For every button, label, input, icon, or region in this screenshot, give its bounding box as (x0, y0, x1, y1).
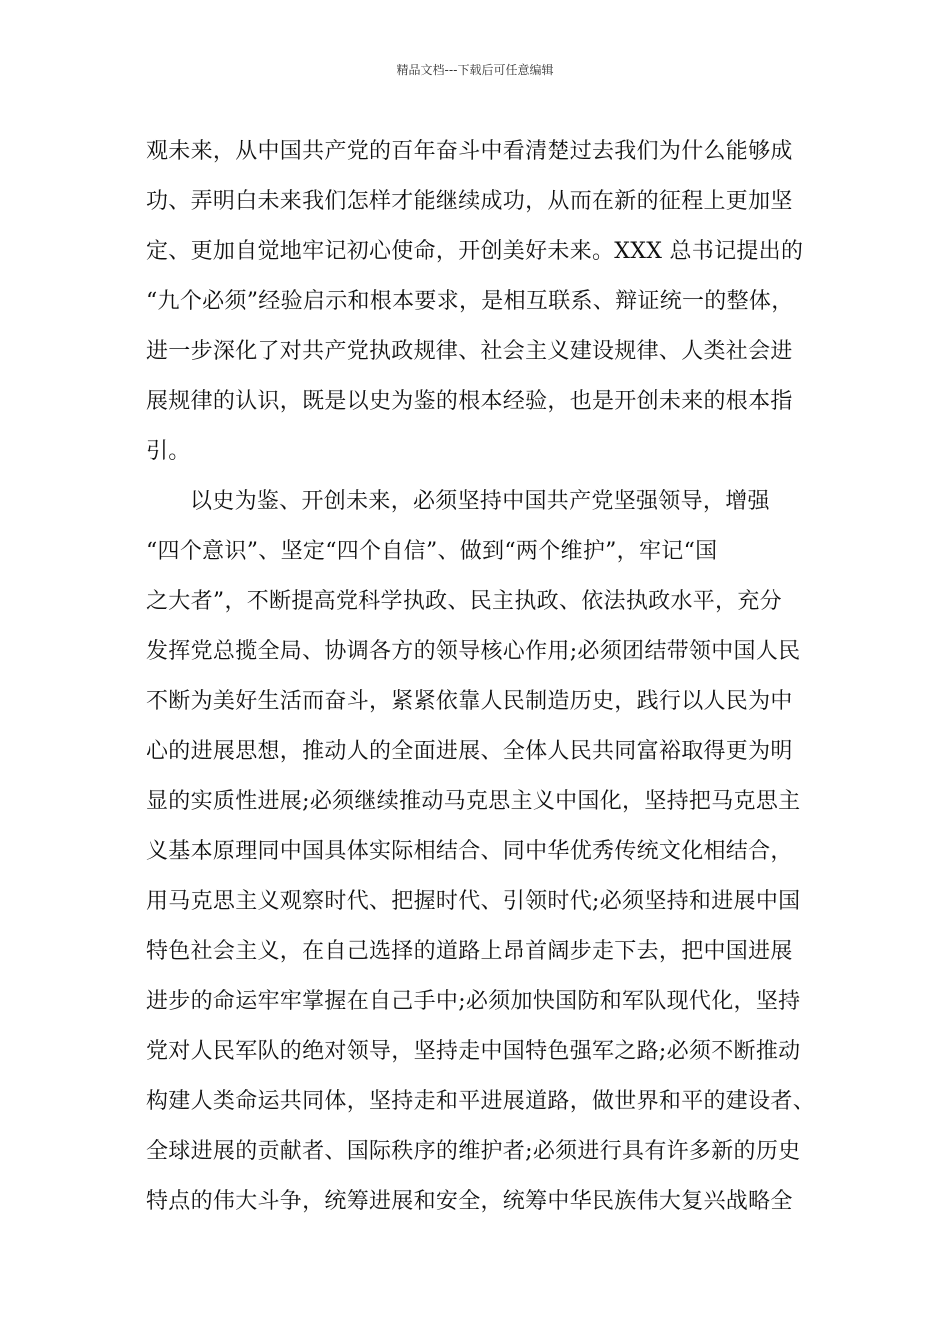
text-line: 进一步深化了对共产党执政规律、社会主义建设规律、人类社会进 (146, 339, 793, 364)
page-header: 精品文档---下载后可任意编辑 (396, 63, 554, 77)
text-line: “九个必须”经验启示和根本要求，是相互联系、辩证统一的整体， (146, 289, 794, 314)
paragraph-first-line: 以史为鉴、开创未来，必须坚持中国共产党坚强领导，增强 (190, 489, 770, 514)
text-line: 定、更加自觉地牢记初心使命，开创美好未来。XXX 总书记提出的 (146, 239, 804, 264)
text-line: 全球进展的贡献者、国际秩序的维护者;必须进行具有许多新的历史 (146, 1139, 801, 1164)
text-line: 不断为美好生活而奋斗，紧紧依靠人民制造历史，践行以人民为中 (146, 689, 793, 714)
text-line: “四个意识”、坚定“四个自信”、做到“两个维护”，牢记“国 (146, 539, 718, 564)
text-line: 展规律的认识，既是以史为鉴的根本经验，也是开创未来的根本指 (146, 389, 793, 414)
text-line: 显的实质性进展;必须继续推动马克思主义中国化，坚持把马克思主 (146, 789, 801, 814)
text-line: 特点的伟大斗争，统筹进展和安全，统筹中华民族伟大复兴战略全 (146, 1189, 793, 1214)
text-line: 党对人民军队的绝对领导，坚持走中国特色强军之路;必须不断推动 (146, 1039, 801, 1064)
text-line: 引。 (146, 439, 191, 464)
text-line: 观未来，从中国共产党的百年奋斗中看清楚过去我们为什么能够成 (146, 139, 793, 164)
text-line: 特色社会主义，在自己选择的道路上昂首阔步走下去，把中国进展 (146, 939, 793, 964)
text-line: 义基本原理同中国具体实际相结合、同中华优秀传统文化相结合， (146, 839, 793, 864)
text-line: 发挥党总揽全局、协调各方的领导核心作用;必须团结带领中国人民 (146, 639, 801, 664)
text-line: 进步的命运牢牢掌握在自己手中;必须加快国防和军队现代化，坚持 (146, 989, 801, 1014)
text-line: 用马克思主义观察时代、把握时代、引领时代;必须坚持和进展中国 (146, 889, 801, 914)
text-line: 之大者”，不断提高党科学执政、民主执政、依法执政水平，充分 (146, 589, 782, 614)
text-line: 心的进展思想，推动人的全面进展、全体人民共同富裕取得更为明 (146, 739, 793, 764)
text-line: 构建人类命运共同体，坚持走和平进展道路，做世界和平的建设者、 (146, 1089, 816, 1114)
text-line: 功、弄明白未来我们怎样才能继续成功，从而在新的征程上更加坚 (146, 189, 793, 214)
